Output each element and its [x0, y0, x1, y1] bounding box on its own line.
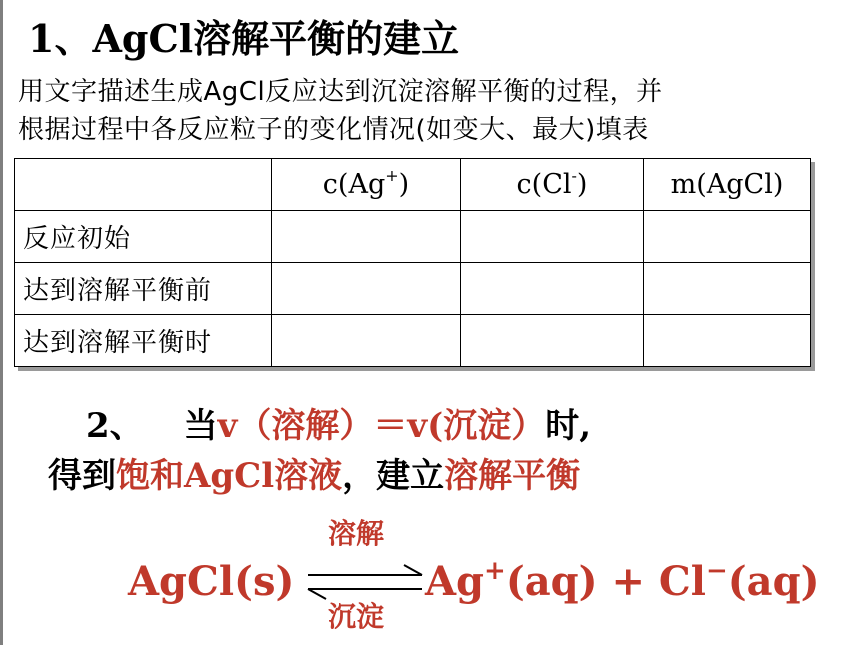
- blank-cell[interactable]: [461, 315, 644, 367]
- blank-cell[interactable]: [461, 211, 644, 263]
- section-heading: 1、AgCl溶解平衡的建立: [28, 16, 460, 61]
- slide-left-border: [0, 0, 3, 645]
- instructions-line-1: 用文字描述生成AgCl反应达到沉淀溶解平衡的过程，并: [18, 77, 663, 107]
- instructions: [18, 73, 663, 149]
- forward-label: 溶解: [328, 517, 385, 550]
- table-header-row: [15, 159, 811, 211]
- header-c-ag: c(Ag+): [272, 159, 461, 211]
- table-row: [15, 263, 811, 315]
- reverse-label: 沉淀: [328, 600, 385, 633]
- item-number: 2、: [86, 406, 144, 446]
- table-corner-cell: [15, 159, 272, 211]
- statement-line-1: [86, 398, 591, 447]
- blank-cell[interactable]: [272, 315, 461, 367]
- saturated-solution: 饱和AgCl溶液: [116, 456, 343, 496]
- blank-cell[interactable]: [644, 211, 811, 263]
- row-label-before-equilibrium: 达到溶解平衡前: [15, 263, 272, 315]
- statement-line-2: [48, 448, 580, 497]
- statement-time: 时,: [545, 406, 592, 446]
- row-label-at-equilibrium: 达到溶解平衡时: [15, 315, 272, 367]
- fill-in-table: [14, 158, 811, 367]
- equation-products: Ag+(aq) + Cl−(aq): [425, 556, 820, 605]
- blank-cell[interactable]: [644, 263, 811, 315]
- equilibrium-arrows-icon: [300, 563, 428, 605]
- blank-cell[interactable]: [644, 315, 811, 367]
- table-row: [15, 315, 811, 367]
- dissolution-equilibrium: 溶解平衡: [444, 456, 581, 496]
- statement-when: 当: [183, 406, 218, 446]
- blank-cell[interactable]: [272, 211, 461, 263]
- header-m-agcl: m(AgCl): [644, 159, 811, 211]
- rate-equality: v（溶解）＝v(沉淀）: [217, 406, 546, 446]
- statement-establish: ，建立: [342, 456, 445, 496]
- blank-cell[interactable]: [461, 263, 644, 315]
- table-row: [15, 211, 811, 263]
- equation-reactant: AgCl(s): [128, 558, 295, 605]
- blank-cell[interactable]: [272, 263, 461, 315]
- statement-obtain: 得到: [48, 456, 116, 496]
- instructions-line-2: 根据过程中各反应粒子的变化情况(如变大、最大)填表: [18, 115, 649, 145]
- header-c-cl: c(Cl-): [461, 159, 644, 211]
- row-label-initial: 反应初始: [15, 211, 272, 263]
